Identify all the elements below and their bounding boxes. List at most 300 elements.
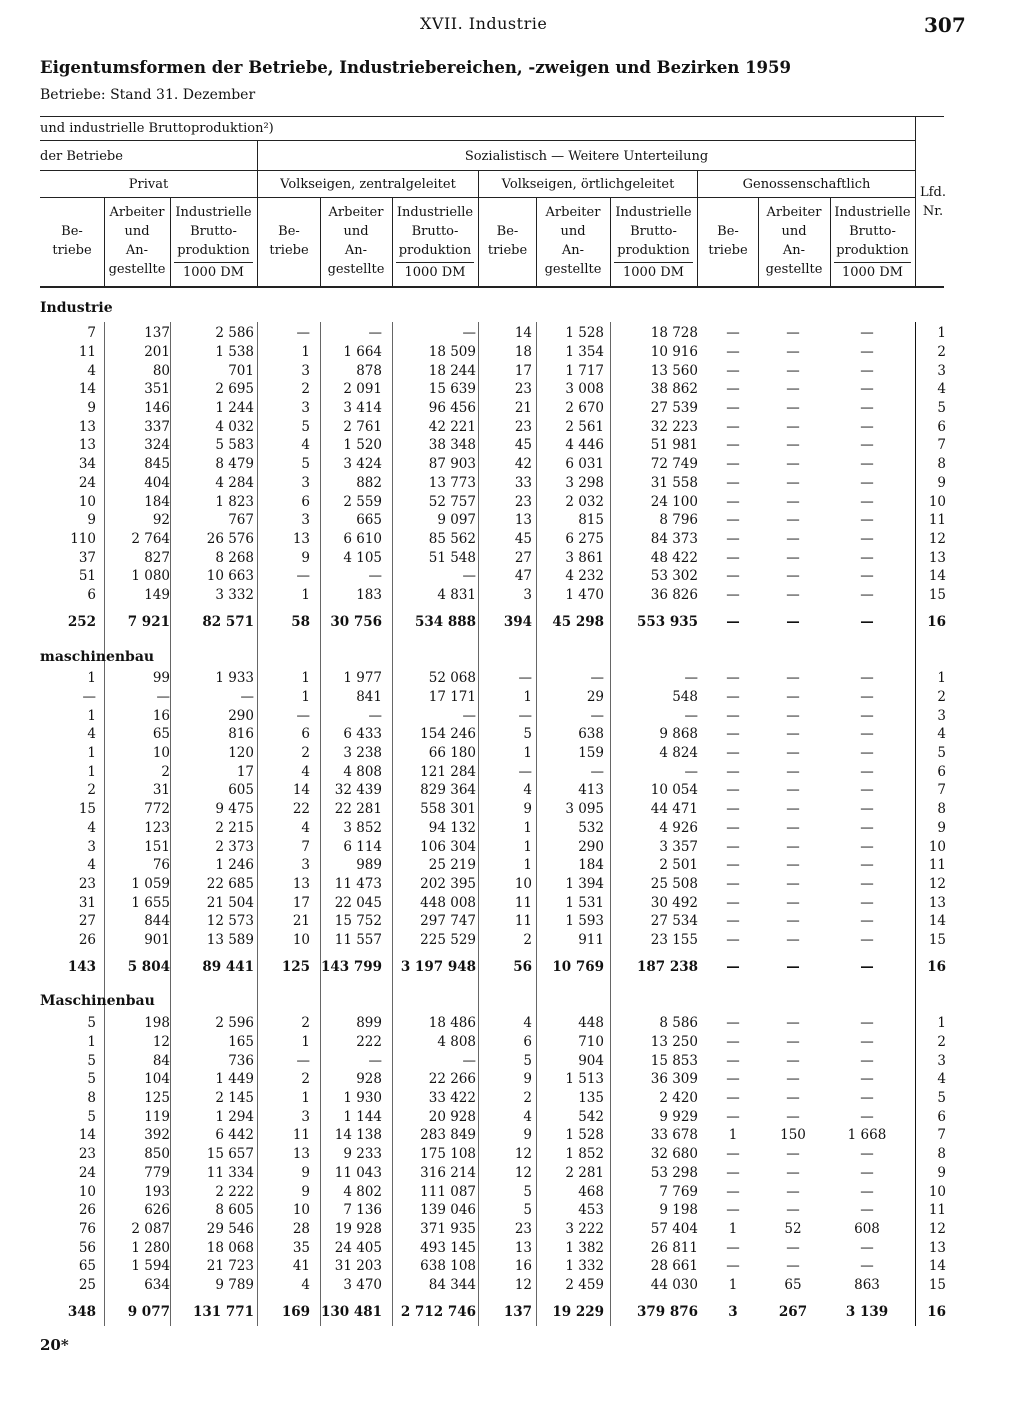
table-cell: — [590,707,604,724]
table-cell: 111 087 [420,1183,476,1200]
table-cell: 30 756 [330,614,382,631]
table-cell: 11 334 [206,1164,254,1181]
table-cell: 1 933 [215,670,254,687]
table-cell: 5 [87,1015,96,1032]
table-cell: 14 [292,782,310,799]
table-cell: — [726,894,740,911]
table-cell: — [726,1108,740,1125]
subhead-betriebe: Be- triebe [269,224,309,258]
table-cell: — [786,801,800,818]
table-cell: — [786,362,800,379]
table-cell: 1 [523,838,532,855]
table-cell: 26 [78,931,96,948]
header-lfd: Lfd. Nr. [920,185,946,219]
table-cell: 2 420 [659,1090,698,1107]
table-row [40,436,946,455]
table-cell: 72 749 [650,456,698,473]
table-cell: — [726,763,740,780]
table-cell: 9 789 [215,1276,254,1293]
table-cell: 6 031 [565,456,604,473]
table-cell: 22 685 [206,875,254,892]
table-cell: — [726,1015,740,1032]
table-cell: 143 [67,959,96,976]
table-cell: 9 [937,819,946,836]
table-cell: 1 520 [343,437,382,454]
table-cell: 119 [144,1108,170,1125]
table-cell: — [860,549,874,566]
table-cell: 3 [301,1108,310,1125]
table-cell: 10 [152,745,170,762]
table-cell: — [786,913,800,930]
table-cell: 2 [937,344,946,361]
table-cell: 10 [292,931,310,948]
table-cell: — [786,838,800,855]
table-row [40,1201,946,1220]
table-cell: 9 097 [437,512,476,529]
table-cell: — [786,670,800,687]
table-cell: 4 [87,726,96,743]
table-cell: 1 [301,689,310,706]
table-cell: 2 670 [565,400,604,417]
table-row [40,417,946,436]
table-cell: — [860,801,874,818]
table-cell: 12 [152,1034,170,1051]
table-cell: 121 284 [420,763,476,780]
table-cell: — [860,1146,874,1163]
table-cell: 13 560 [650,362,698,379]
table-cell: — [860,1071,874,1088]
table-cell: — [786,1052,800,1069]
table-cell: — [518,763,532,780]
table-cell: 6 114 [343,838,382,855]
table-cell: — [684,763,698,780]
table-cell: 850 [144,1146,170,1163]
table-cell: 3 [523,586,532,603]
table-cell: 448 008 [420,894,476,911]
table-cell: — [786,1146,800,1163]
table-cell: 225 529 [420,931,476,948]
total-row [40,1294,946,1324]
table-cell: 1 [301,670,310,687]
table-cell: 4 [937,381,946,398]
table-cell: — [726,456,740,473]
table-cell: 5 [87,1108,96,1125]
table-cell: 2 [937,689,946,706]
header-betriebe: der Betriebe [40,149,123,164]
table-cell: 2 [937,1034,946,1051]
table-cell: 29 546 [206,1220,254,1237]
table-cell: — [860,344,874,361]
table-cell: — [786,549,800,566]
table-cell: 3 008 [565,381,604,398]
table-cell: 7 [937,437,946,454]
table-cell: 2 087 [131,1220,170,1237]
table-cell: — [786,1202,800,1219]
table-cell: 1 [87,707,96,724]
table-cell: 324 [144,437,170,454]
table-cell: — [726,707,740,724]
table-cell: 187 238 [636,959,698,976]
table-cell: 10 769 [552,959,604,976]
table-cell: — [726,857,740,874]
table-cell: 4 [937,1071,946,1088]
table-cell: 125 [281,959,310,976]
table-cell: — [860,745,874,762]
table-cell: 57 404 [650,1220,698,1237]
table-cell: 9 077 [127,1304,170,1321]
table-cell: 13 [292,875,310,892]
table-cell: 84 [152,1052,170,1069]
table-cell: 4 446 [565,437,604,454]
table-row [40,399,946,418]
table-cell: 25 219 [428,857,476,874]
table-cell: 26 576 [206,530,254,547]
table-cell: 12 [514,1276,532,1293]
table-row [40,530,946,549]
table-cell: — [786,512,800,529]
table-cell: — [726,512,740,529]
table-cell: 1 513 [565,1071,604,1088]
table-cell: — [860,1034,874,1051]
table-cell: 10 [78,493,96,510]
table-cell: 11 [928,1202,946,1219]
table-cell: 8 [937,801,946,818]
footer-signature: 20* [40,1336,69,1354]
table-cell: — [786,1258,800,1275]
table-cell: — [156,689,170,706]
table-cell: 3 357 [659,838,698,855]
table-cell: — [786,1015,800,1032]
table-cell: 1 [523,745,532,762]
table-cell: — [786,1090,800,1107]
table-cell: 3 852 [343,819,382,836]
table-cell: 24 405 [334,1239,382,1256]
table-cell: 13 [78,437,96,454]
table-cell: — [786,614,800,631]
table-cell: 1 [728,1276,738,1293]
table-cell: 6 433 [343,726,382,743]
table-cell: 149 [144,586,170,603]
table-cell: — [860,1183,874,1200]
table-cell: — [860,670,874,687]
table-cell: 52 757 [428,493,476,510]
table-cell: — [860,726,874,743]
table-cell: 829 364 [420,782,476,799]
table-cell: 14 [78,381,96,398]
header-sozialistisch: Sozialistisch — Weitere Unterteilung [464,149,709,164]
table-cell: 710 [578,1034,604,1051]
subhead-produktion: Industrielle Brutto- produktion 1000 DM [834,205,911,280]
table-cell: 35 [292,1239,310,1256]
table-cell: 8 586 [659,1015,698,1032]
table-cell: 48 422 [650,549,698,566]
table-cell: — [786,689,800,706]
table-cell: 26 811 [650,1239,698,1256]
table-cell: 202 395 [420,875,476,892]
table-cell: 4 [87,362,96,379]
table-row [40,548,946,567]
table-cell: 7 921 [127,614,170,631]
table-cell: — [590,670,604,687]
table-cell: 21 723 [206,1258,254,1275]
table-cell: 4 232 [565,568,604,585]
table-cell: 2 [161,763,170,780]
table-cell: 1 244 [215,400,254,417]
table-cell: 13 250 [650,1034,698,1051]
table-cell: — [726,913,740,930]
table-cell: 38 348 [428,437,476,454]
table-cell: — [786,437,800,454]
table-cell: — [726,1090,740,1107]
table-row [40,343,946,362]
table-cell: 84 344 [428,1276,476,1293]
table-cell: 36 309 [650,1071,698,1088]
table-cell: 3 [937,707,946,724]
table-cell: — [860,530,874,547]
table-cell: 13 773 [428,474,476,491]
table-cell: 3 [301,474,310,491]
table-cell: 175 108 [420,1146,476,1163]
table-cell: — [240,689,254,706]
table-cell: 1 [937,325,946,342]
table-cell: 9 929 [659,1108,698,1125]
table-cell: 1 280 [131,1239,170,1256]
table-cell: 120 [228,745,254,762]
table-cell: — [860,381,874,398]
table-cell: 76 [78,1220,96,1237]
table-cell: 351 [144,381,170,398]
table-cell: 5 804 [127,959,170,976]
table-cell: 316 214 [420,1164,476,1181]
header-privat: Privat [128,177,169,192]
table-cell: — [786,1164,800,1181]
table-cell: 394 [503,614,532,631]
table-cell: 2 373 [215,838,254,855]
table-cell: — [726,745,740,762]
table-cell: — [860,418,874,435]
table-cell: 65 [152,726,170,743]
table-cell: 87 903 [428,456,476,473]
table-cell: 15 853 [650,1052,698,1069]
table-cell: — [726,819,740,836]
table-cell: 183 [356,586,382,603]
table-cell: 5 [301,418,310,435]
table-cell: 448 [578,1015,604,1032]
table-cell: 15 657 [206,1146,254,1163]
table-cell: 6 [523,1034,532,1051]
table-cell: 13 [292,1146,310,1163]
table-cell: — [726,530,740,547]
table-cell: 8 796 [659,512,698,529]
table-cell: 701 [228,362,254,379]
table-cell: — [860,838,874,855]
table-row [40,1182,946,1201]
table-cell: 2 764 [131,530,170,547]
table-cell: — [786,857,800,874]
table-cell: 14 138 [334,1127,382,1144]
table-cell: 56 [513,959,532,976]
table-cell: — [860,568,874,585]
table-cell: 337 [144,418,170,435]
table-row [40,856,946,875]
table-cell: — [860,959,874,976]
table-cell: — [860,1258,874,1275]
table-cell: 6 442 [215,1127,254,1144]
table-cell: 19 928 [334,1220,382,1237]
table-cell: 51 548 [428,549,476,566]
table-cell: — [860,857,874,874]
table-cell: 1 593 [565,913,604,930]
table-cell: 283 849 [420,1127,476,1144]
table-row [40,931,946,950]
table-cell: 2 032 [565,493,604,510]
table-cell: 532 [578,819,604,836]
table-cell: — [786,418,800,435]
section-heading: Maschinenbau [40,993,155,1009]
table-cell: — [684,670,698,687]
table-cell: 25 [78,1276,96,1293]
table-cell: 16 [514,1258,532,1275]
table-row [40,893,946,912]
table-cell: 6 [937,763,946,780]
table-cell: 23 [78,875,96,892]
table-row [40,1276,946,1295]
table-cell: — [786,493,800,510]
subhead-arbeiter: Arbeiter und An- gestellte [544,205,602,277]
table-row [40,1051,946,1070]
table-cell: 56 [78,1239,96,1256]
table-cell: 1 717 [565,362,604,379]
table-cell: — [860,707,874,724]
table-row [40,1164,946,1183]
table-cell: — [786,1034,800,1051]
table-cell: — [786,325,800,342]
table-cell: 1 [87,763,96,780]
table-cell: 85 562 [428,530,476,547]
table-cell: 5 [87,1071,96,1088]
table-cell: 20 928 [428,1108,476,1125]
table-cell: 16 [927,1304,946,1321]
table-cell: 22 [292,801,310,818]
table-cell: 26 [78,1202,96,1219]
table-cell: 1 354 [565,344,604,361]
table-cell: — [726,689,740,706]
subhead-arbeiter: Arbeiter und An- gestellte [765,205,823,277]
table-cell: — [726,1239,740,1256]
table-cell: 5 [523,1202,532,1219]
table-cell: 11 [514,913,532,930]
table-cell: 89 441 [202,959,254,976]
table-cell: 4 808 [343,763,382,780]
table-cell: — [786,400,800,417]
table-cell: 9 [523,1071,532,1088]
table-cell: 169 [281,1304,310,1321]
table-cell: 159 [578,745,604,762]
table-cell: 9 198 [659,1202,698,1219]
table-cell: — [726,614,740,631]
table-cell: — [786,894,800,911]
table-cell: 4 [523,1015,532,1032]
table-cell: 5 [301,456,310,473]
table-cell: 2 559 [343,493,382,510]
table-cell: 12 573 [206,913,254,930]
table-cell: 841 [356,689,382,706]
table-cell: — [296,1052,310,1069]
table-cell: 9 [937,1164,946,1181]
table-cell: 15 [928,586,946,603]
table-cell: 23 [514,1220,532,1237]
table-cell: 11 043 [334,1164,382,1181]
table-cell: — [726,782,740,799]
table-cell: 94 132 [428,819,476,836]
table-cell: 6 [937,1108,946,1125]
header-volkseigen-oertlich: Volkseigen, örtlichgeleitet [501,177,675,192]
table-cell: 3 414 [343,400,382,417]
table-cell: — [860,512,874,529]
table-cell: 2 281 [565,1164,604,1181]
table-cell: 1 823 [215,493,254,510]
table-cell: 184 [144,493,170,510]
table-cell: 131 771 [192,1304,254,1321]
table-cell: 11 [292,1127,310,1144]
table-cell: 878 [356,362,382,379]
table-cell: — [860,400,874,417]
table-cell: — [726,875,740,892]
total-row [40,604,946,634]
table-cell: — [786,586,800,603]
table-cell: 10 663 [206,568,254,585]
header-top: und industrielle Bruttoproduktion²) [40,121,274,136]
table-cell: 16 [152,707,170,724]
table-cell: — [786,381,800,398]
table-cell: 18 728 [650,325,698,342]
table-cell: 3 424 [343,456,382,473]
table-cell: 18 244 [428,362,476,379]
table-cell: 1 [301,586,310,603]
table-cell: — [296,568,310,585]
table-cell: 28 [292,1220,310,1237]
table-row [40,1126,946,1145]
table-cell: 2 [301,381,310,398]
data-table [40,324,946,634]
table-cell: 18 486 [428,1015,476,1032]
table-cell: — [786,819,800,836]
table-cell: 7 769 [659,1183,698,1200]
table-cell: — [786,530,800,547]
table-cell: 36 826 [650,586,698,603]
table-cell: 1 977 [343,670,382,687]
table-cell: 3 [937,362,946,379]
table-cell: — [860,493,874,510]
table-cell: — [684,707,698,724]
table-cell: — [726,959,740,976]
table-cell: — [860,1239,874,1256]
table-cell: 42 [514,456,532,473]
table-cell: 1 144 [343,1108,382,1125]
table-cell: 12 [514,1164,532,1181]
table-cell: — [786,931,800,948]
table-cell: 1 394 [565,875,604,892]
table-cell: 779 [144,1164,170,1181]
table-cell: 28 661 [650,1258,698,1275]
table-cell: 3 222 [565,1220,604,1237]
table-row [40,819,946,838]
table-cell: 844 [144,913,170,930]
table-cell: 3 [301,400,310,417]
table-cell: 605 [228,782,254,799]
table-row [40,324,946,343]
table-cell: 5 [937,1090,946,1107]
